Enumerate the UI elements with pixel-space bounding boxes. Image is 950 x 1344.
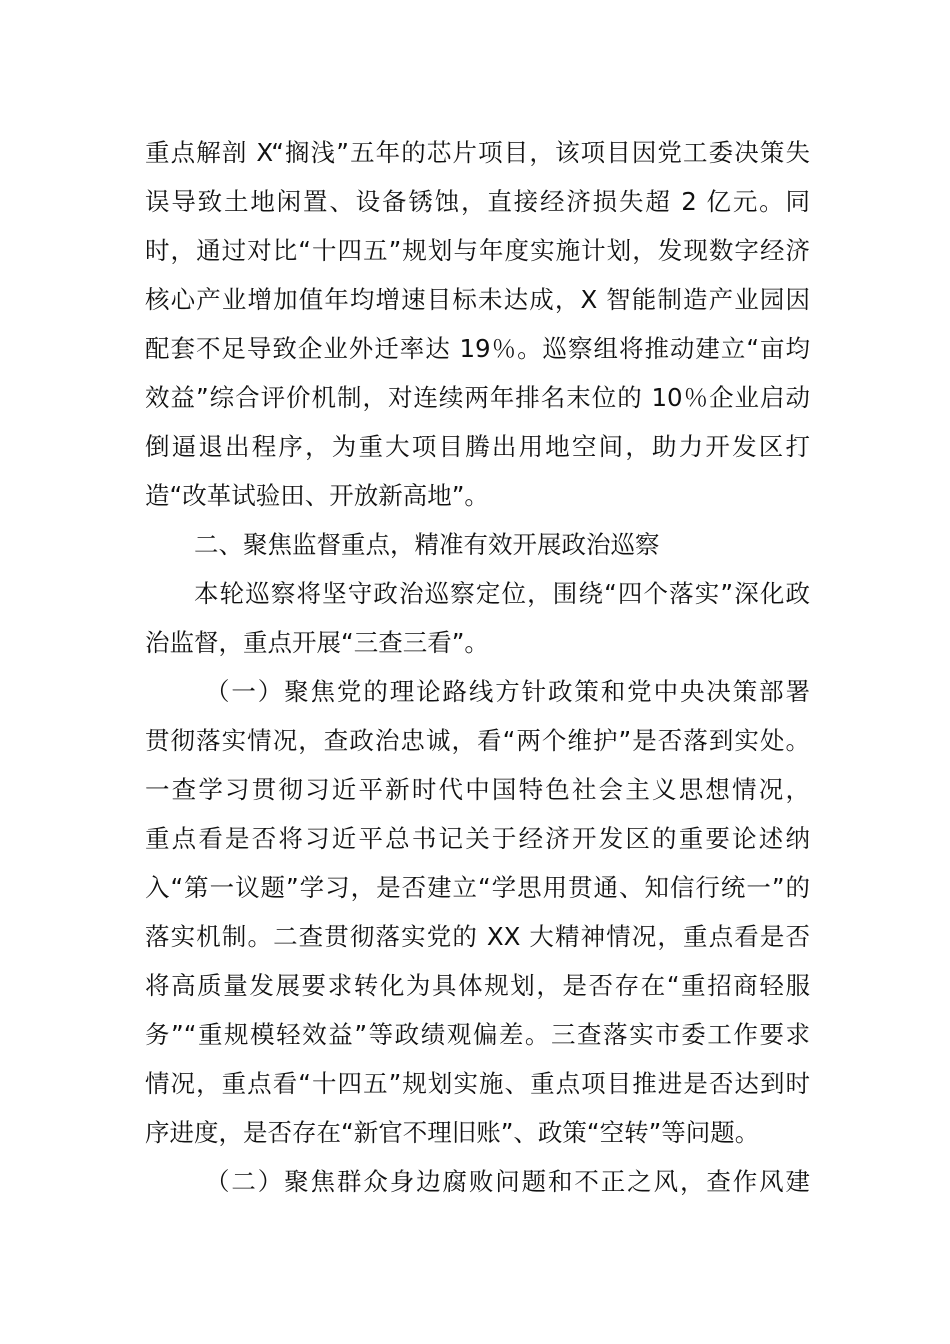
paragraph-line: 效益”综合评价机制，对连续两年排名末位的 10％企业启动 — [145, 383, 810, 412]
paragraph-line: 配套不足导致企业外迁率达 19％。巡察组将推动建立“亩均 — [145, 334, 810, 363]
paragraph-line: 将高质量发展要求转化为具体规划，是否存在“重招商轻服 — [145, 971, 810, 1000]
paragraph-line: 落实机制。二查贯彻落实党的 XX 大精神情况，重点看是否 — [145, 922, 810, 951]
paragraph-line: 一查学习贯彻习近平新时代中国特色社会主义思想情况， — [145, 775, 810, 804]
paragraph-line: 误导致土地闲置、设备锈蚀，直接经济损失超 2 亿元。同 — [145, 187, 810, 216]
subsection-heading: （一）聚焦党的理论路线方针政策和党中央决策部署 — [205, 677, 810, 706]
paragraph-line: 重点解剖 X“搁浅”五年的芯片项目，该项目因党工委决策失 — [145, 138, 810, 167]
paragraph-line: 务”“重规模轻效益”等政绩观偏差。三查落实市委工作要求 — [145, 1020, 810, 1049]
paragraph-line: 入“第一议题”学习，是否建立“学思用贯通、知信行统一”的 — [145, 873, 810, 902]
paragraph-line: 治监督，重点开展“三查三看”。 — [145, 628, 489, 657]
paragraph-line: 贯彻落实情况，查政治忠诚，看“两个维护”是否落到实处。 — [145, 726, 810, 755]
paragraph-line: 重点看是否将习近平总书记关于经济开发区的重要论述纳 — [145, 824, 810, 853]
paragraph-line: 造“改革试验田、开放新高地”。 — [145, 481, 489, 510]
document-body — [145, 128, 810, 1206]
section-heading: 二、聚焦监督重点，精准有效开展政治巡察 — [194, 530, 660, 559]
subsection-heading: （二）聚焦群众身边腐败问题和不正之风，查作风建 — [205, 1167, 810, 1196]
paragraph-line: 时，通过对比“十四五”规划与年度实施计划，发现数字经济 — [145, 236, 810, 265]
paragraph-line: 本轮巡察将坚守政治巡察定位，围绕“四个落实”深化政 — [194, 579, 810, 608]
paragraph-line: 情况，重点看“十四五”规划实施、重点项目推进是否达到时 — [145, 1069, 810, 1098]
paragraph-line: 倒逼退出程序，为重大项目腾出用地空间，助力开发区打 — [145, 432, 810, 461]
paragraph-line: 核心产业增加值年均增速目标未达成，X 智能制造产业园因 — [145, 285, 810, 314]
paragraph-line: 序进度，是否存在“新官不理旧账”、政策“空转”等问题。 — [145, 1118, 760, 1147]
